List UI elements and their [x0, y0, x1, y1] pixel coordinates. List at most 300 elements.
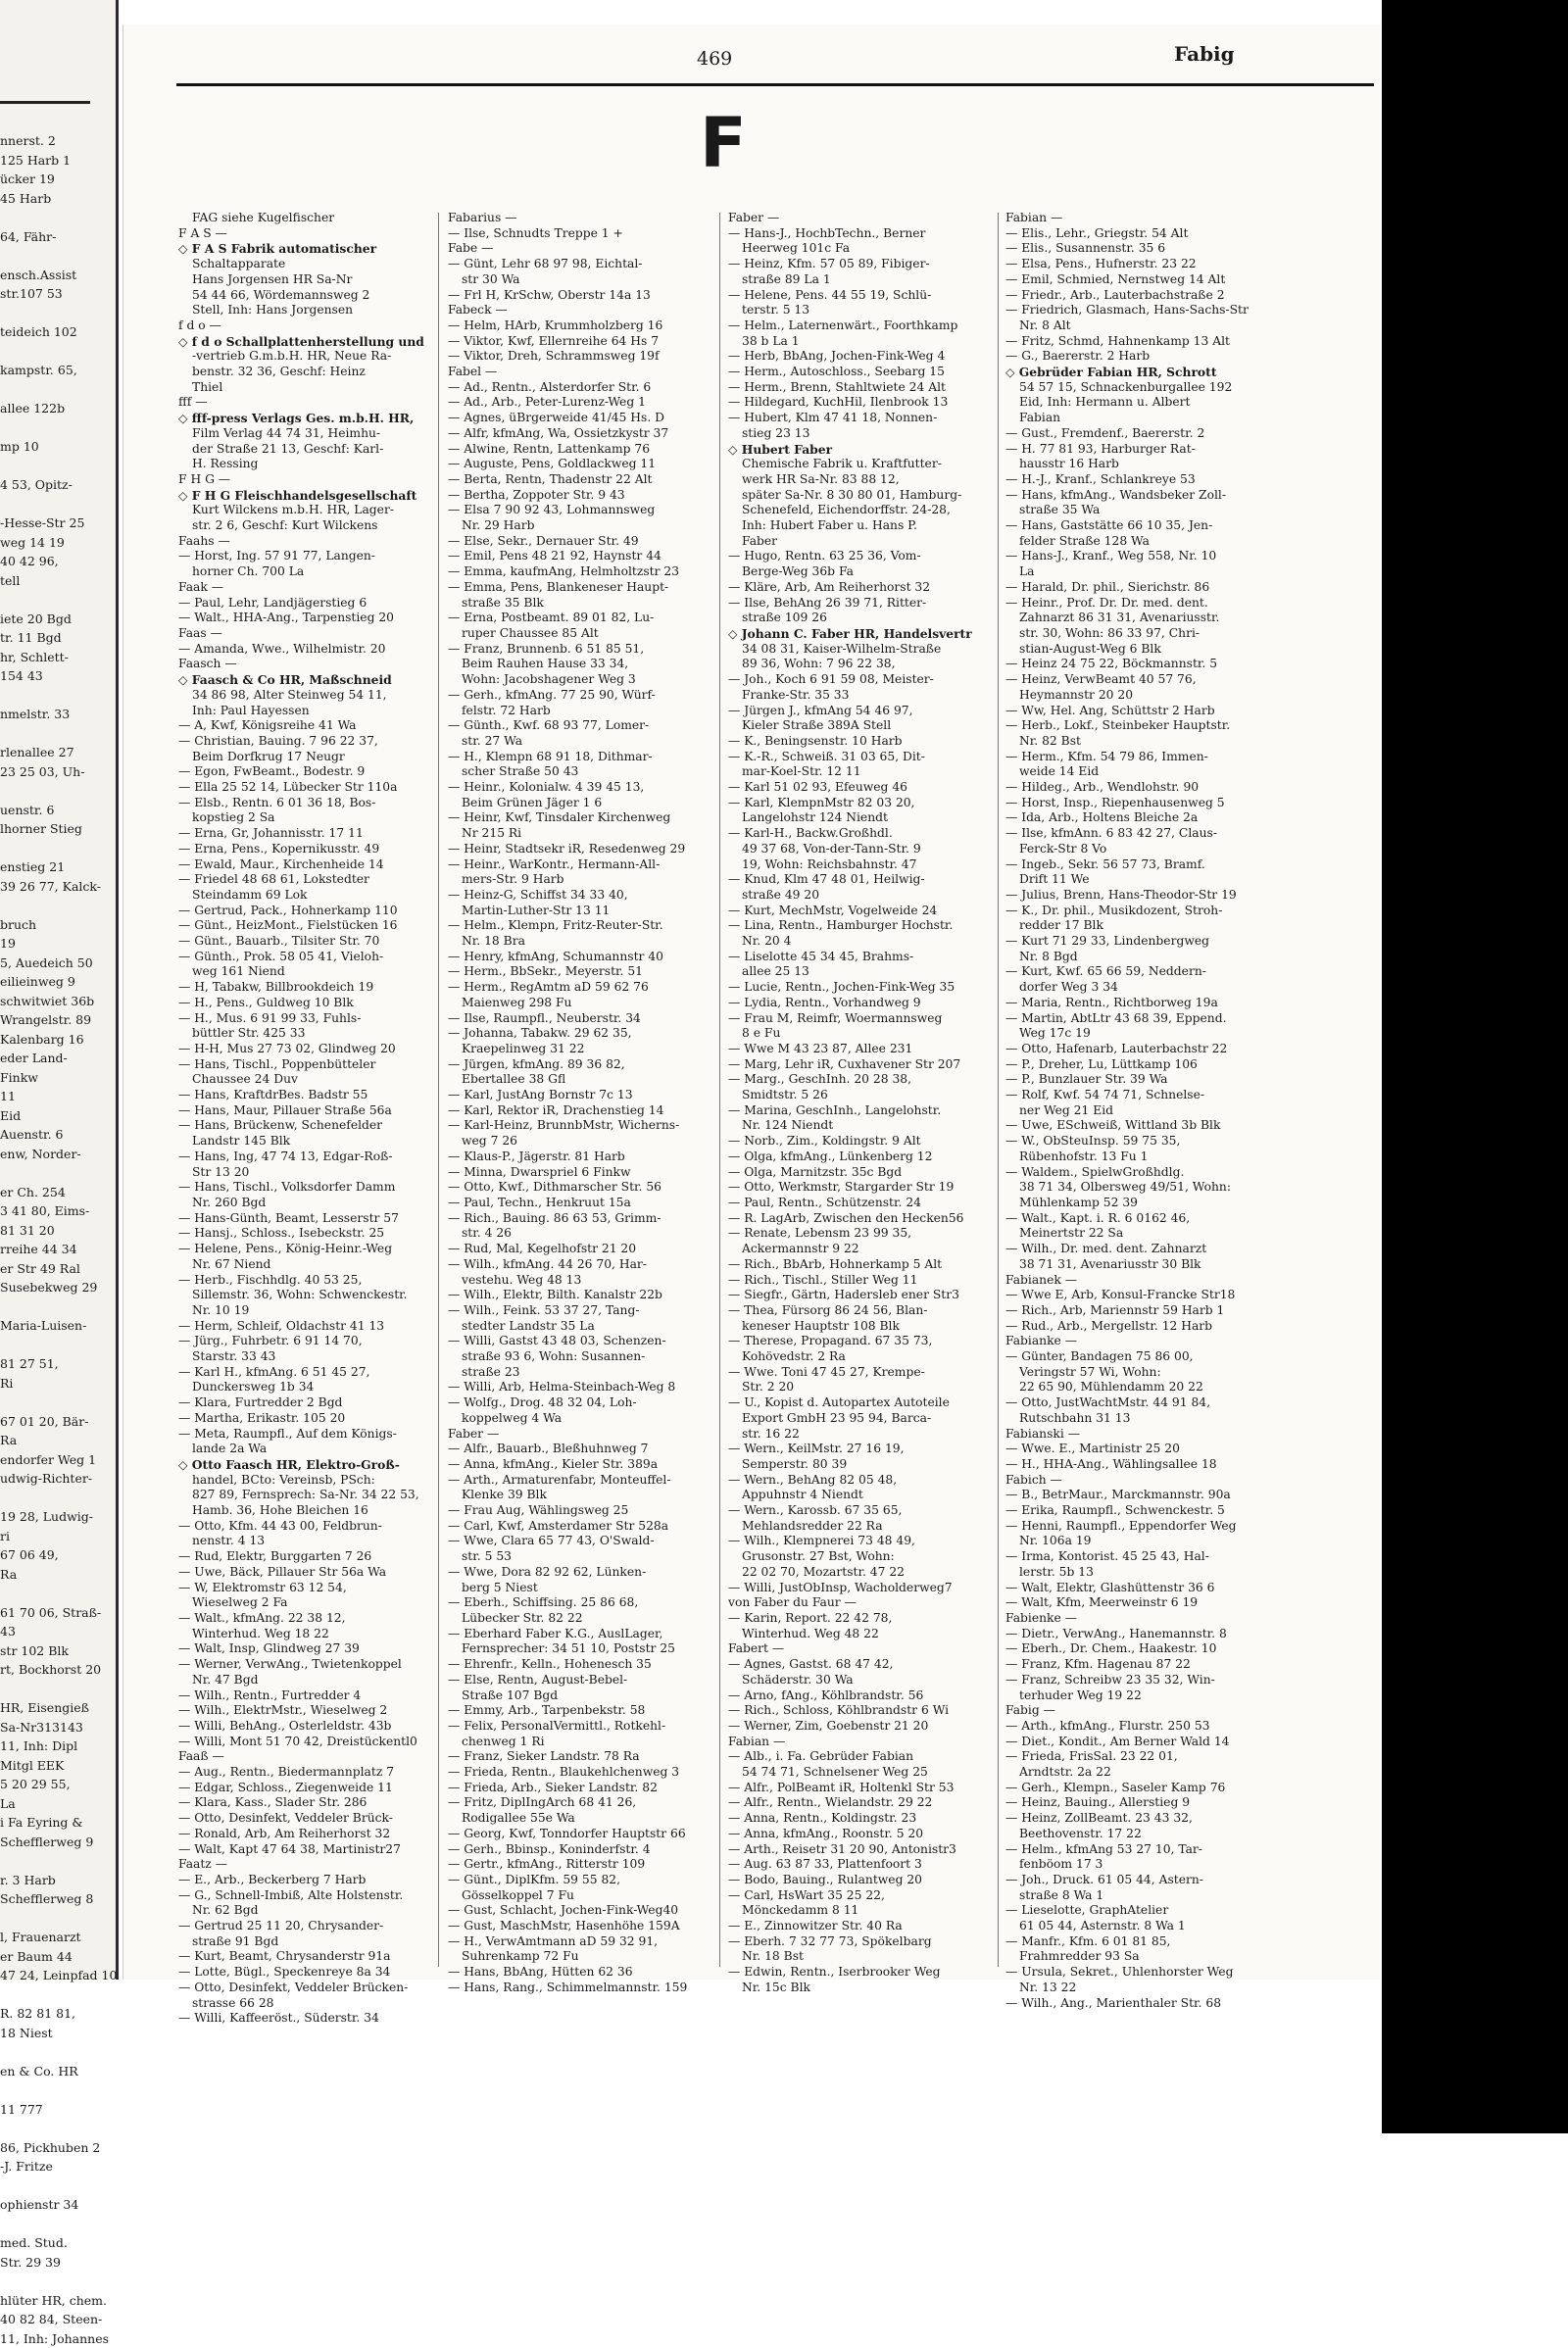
previous-page-line: bruch	[0, 915, 116, 935]
directory-entry: Beethovenstr. 17 22	[1005, 1827, 1249, 1842]
previous-page-line: 4 53, Opitz-	[0, 475, 116, 495]
previous-page-line: en & Co. HR	[0, 2062, 116, 2081]
directory-entry: Maienweg 298 Fu	[448, 996, 691, 1011]
directory-entry: 34 08 31, Kaiser-Wilhelm-Straße	[728, 642, 971, 658]
directory-entry: Berge-Weg 36b Fa	[728, 564, 971, 580]
previous-page-line: uenstr. 6	[0, 801, 116, 820]
directory-entry: — Klaus-P., Jägerstr. 81 Harb	[448, 1150, 691, 1165]
directory-entry: — Hans, Maur, Pillauer Straße 56a	[178, 1103, 421, 1119]
previous-page-line	[0, 342, 116, 362]
directory-entry: ◇ F A S Fabrik automatischer	[178, 241, 421, 257]
previous-page-line: 11, Inh: Johannes	[0, 2329, 116, 2348]
directory-entry: — Gertr., kfmAng., Ritterstr 109	[448, 1857, 691, 1873]
previous-page-line: 11, Inh: Dipl	[0, 1737, 116, 1756]
directory-entry: chenweg 1 Ri	[448, 1735, 691, 1750]
directory-entry: stian-August-Weg 6 Blk	[1005, 642, 1249, 658]
previous-page-line: Ri	[0, 1374, 116, 1394]
directory-entry: — Walt, Elektr, Glashüttenstr 36 6	[1005, 1581, 1249, 1596]
directory-entry: — Hans, Brückenw, Schenefelder	[178, 1118, 421, 1134]
directory-entry: — Herb., Fischhdlg. 40 53 25,	[178, 1273, 421, 1289]
directory-entry: — Lucie, Rentn., Jochen-Fink-Weg 35	[728, 980, 971, 996]
directory-entry: — Frieda, Rentn., Blaukehlchenweg 3	[448, 1765, 691, 1781]
previous-page-line: Auenstr. 6	[0, 1125, 116, 1145]
directory-entry: — Rich., Bauing. 86 63 53, Grimm-	[448, 1211, 691, 1227]
directory-entry: — Günter, Bandagen 75 86 00,	[1005, 1349, 1249, 1365]
directory-entry: — Walt, Kfm, Meerweinstr 6 19	[1005, 1595, 1249, 1611]
column-divider	[719, 213, 720, 1967]
previous-page-line: La	[0, 1794, 116, 1814]
directory-entry: Film Verlag 44 74 31, Heimhu-	[178, 426, 421, 442]
directory-entry: str 30 Wa	[448, 272, 691, 288]
previous-page-line: 81 31 20	[0, 1221, 116, 1241]
directory-entry: — Hildegard, KuchHil, Ilenbrook 13	[728, 395, 971, 411]
directory-entry: — A, Kwf, Königsreihe 41 Wa	[178, 718, 421, 734]
directory-entry: — Heinz, Bauing., Allerstieg 9	[1005, 1795, 1249, 1811]
directory-entry: Nr. 47 Bgd	[178, 1673, 421, 1688]
directory-entry: Winterhud. Weg 18 22	[178, 1627, 421, 1642]
directory-entry: Arndtstr. 2a 22	[1005, 1765, 1249, 1781]
directory-entry: — H, Tabakw, Billbrookdeich 19	[178, 980, 421, 996]
directory-entry: dorfer Weg 3 34	[1005, 980, 1249, 996]
directory-entry: — Willi, Mont 51 70 42, Dreistückentl0	[178, 1735, 421, 1750]
directory-entry: — Rud, Elektr, Burggarten 7 26	[178, 1549, 421, 1565]
directory-entry: — Emma, kaufmAng, Helmholtzstr 23	[448, 564, 691, 580]
directory-entry: — Otto, Desinfekt, Veddeler Brück-	[178, 1811, 421, 1827]
directory-entry: — Otto, Werkmstr, Stargarder Str 19	[728, 1180, 971, 1196]
previous-page-line: HR, Eisengieß	[0, 1698, 116, 1718]
previous-page-line: ri	[0, 1527, 116, 1546]
directory-entry: — Hugo, Rentn. 63 25 36, Vom-	[728, 549, 971, 564]
surname-heading: Fabe —	[448, 241, 691, 257]
directory-entry: — Emmy, Arb., Tarpenbekstr. 58	[448, 1703, 691, 1719]
directory-entry: str. 27 Wa	[448, 734, 691, 750]
directory-entry: Winterhud. Weg 48 22	[728, 1627, 971, 1642]
directory-entry: — Uwe, Bäck, Pillauer Str 56a Wa	[178, 1565, 421, 1581]
directory-entry: Mühlenkamp 52 39	[1005, 1196, 1249, 1211]
directory-entry: büttler Str. 425 33	[178, 1026, 421, 1042]
directory-entry: — Hans, Tischl., Poppenbütteler	[178, 1057, 421, 1073]
directory-entry: — Willi, JustObInsp, Wacholderweg7	[728, 1581, 971, 1596]
directory-entry: — Ursula, Sekret., Uhlenhorster Weg	[1005, 1965, 1249, 1981]
previous-page-line: med. Stud.	[0, 2233, 116, 2253]
directory-entry: — Ronald, Arb, Am Reiherhorst 32	[178, 1827, 421, 1842]
directory-entry: Stell, Inh: Hans Jorgensen	[178, 303, 421, 318]
directory-entry: — Gertrud 25 11 20, Chrysander-	[178, 1919, 421, 1934]
directory-entry: 22 65 90, Mühlendamm 20 22	[1005, 1380, 1249, 1395]
directory-entry: — Carl, Kwf, Amsterdamer Str 528a	[448, 1519, 691, 1535]
directory-entry: keneser Hauptstr 108 Blk	[728, 1319, 971, 1335]
directory-entry: 38 b La 1	[728, 334, 971, 350]
column-divider	[438, 213, 439, 1967]
directory-entry: — Heinz-G, Schiffst 34 33 40,	[448, 888, 691, 904]
directory-entry: — Horst, Insp., Riepenhausenweg 5	[1005, 796, 1249, 811]
directory-entry: fenböom 17 3	[1005, 1857, 1249, 1873]
previous-page-line: Ra	[0, 1565, 116, 1585]
directory-entry: — Carl, HsWart 35 25 22,	[728, 1888, 971, 1904]
previous-page-line: udwig-Richter-	[0, 1469, 116, 1489]
directory-entry: — Bodo, Bauing., Rulantweg 20	[728, 1873, 971, 1888]
directory-entry: — H. 77 81 93, Harburger Rat-	[1005, 442, 1249, 458]
directory-entry: — Maria, Rentn., Richtborweg 19a	[1005, 996, 1249, 1011]
previous-page-line: 19	[0, 934, 116, 954]
directory-entry: — Aug. 63 87 33, Plattenfoort 3	[728, 1857, 971, 1873]
directory-entry: — Hans, Gaststätte 66 10 35, Jen-	[1005, 518, 1249, 534]
directory-entry: — R. LagArb, Zwischen den Hecken56	[728, 1211, 971, 1227]
directory-entry: — Gerh., kfmAng. 77 25 90, Würf-	[448, 688, 691, 704]
directory-entry: -vertrieb G.m.b.H. HR, Neue Ra-	[178, 349, 421, 365]
directory-entry: Eid, Inh: Hermann u. Albert	[1005, 395, 1249, 411]
previous-page-line	[0, 1909, 116, 1929]
directory-entry: Nr. 18 Bra	[448, 934, 691, 950]
directory-entry: — Johanna, Tabakw. 29 62 35,	[448, 1026, 691, 1042]
directory-entry: Nr. 10 19	[178, 1303, 421, 1319]
directory-entry: — Erna, Postbeamt. 89 01 82, Lu-	[448, 611, 691, 626]
directory-entry: — Karl, Rektor iR, Drachenstieg 14	[448, 1103, 691, 1119]
directory-entry: Zahnarzt 86 31 31, Avenariusstr.	[1005, 611, 1249, 626]
surname-heading: Faasch —	[178, 657, 421, 672]
previous-page-line: weg 14 19	[0, 533, 116, 553]
directory-entry: — Egon, FwBeamt., Bodestr. 9	[178, 764, 421, 780]
directory-entry: — Kläre, Arb, Am Reiherhorst 32	[728, 580, 971, 596]
directory-entry: — Alfr., Rentn., Wielandstr. 29 22	[728, 1795, 971, 1811]
previous-page-line: 43	[0, 1622, 116, 1641]
previous-page-line: hr, Schlett-	[0, 648, 116, 667]
directory-entry: — Werner, Zim, Goebenstr 21 20	[728, 1719, 971, 1735]
directory-entry: — Rich., BbArb, Hohnerkamp 5 Alt	[728, 1257, 971, 1273]
surname-heading: Faas —	[178, 626, 421, 642]
directory-entry: — H., VerwAmtmann aD 59 32 91,	[448, 1934, 691, 1950]
directory-entry: — Lotte, Bügl., Speckenreye 8a 34	[178, 1965, 421, 1981]
directory-entry: — Arno, fAng., Köhlbrandstr. 56	[728, 1688, 971, 1704]
previous-page-line: mp 10	[0, 437, 116, 457]
directory-entry: — K., Beningsenstr. 10 Harb	[728, 734, 971, 750]
previous-page-edge	[0, 0, 119, 1980]
previous-page-line: i Fa Eyring &	[0, 1813, 116, 1833]
previous-page-line: enstieg 21	[0, 857, 116, 877]
directory-entry: Ebertallee 38 Gfl	[448, 1072, 691, 1088]
directory-entry: — Uwe, ESchweiß, Wittland 3b Blk	[1005, 1118, 1249, 1134]
previous-page-line	[0, 457, 116, 476]
directory-entry: Klenke 39 Blk	[448, 1488, 691, 1503]
previous-page-line: str.107 53	[0, 284, 116, 304]
directory-entry: — Arth., Armaturenfabr, Monteuffel-	[448, 1473, 691, 1489]
page-number: 469	[697, 48, 732, 70]
directory-entry: — Karl, JustAng Bornstr 7c 13	[448, 1088, 691, 1103]
directory-entry: Veringstr 57 Wi, Wohn:	[1005, 1365, 1249, 1381]
directory-entry: terhuder Weg 19 22	[1005, 1688, 1249, 1704]
directory-entry: str. 30, Wohn: 86 33 97, Chri-	[1005, 626, 1249, 642]
directory-entry: — W, Elektromstr 63 12 54,	[178, 1581, 421, 1596]
directory-entry: — Minna, Dwarspriel 6 Finkw	[448, 1165, 691, 1181]
directory-entry: — Lina, Rentn., Hamburger Hochstr.	[728, 918, 971, 934]
directory-entry: — Wern., BehAng 82 05 48,	[728, 1473, 971, 1489]
directory-entry: — Gust, MaschMstr, Hasenhöhe 159A	[448, 1919, 691, 1934]
directory-entry: — Liselotte 45 34 45, Brahms-	[728, 950, 971, 965]
directory-entry: — P., Bunzlauer Str. 39 Wa	[1005, 1072, 1249, 1088]
directory-entry: — Günt, Lehr 68 97 98, Eichtal-	[448, 257, 691, 272]
directory-entry: — Elsa 7 90 92 43, Lohmannsweg	[448, 503, 691, 518]
directory-entry: — Renate, Lebensm 23 99 35,	[728, 1226, 971, 1242]
directory-entry: — Walt., HHA-Ang., Tarpenstieg 20	[178, 611, 421, 626]
directory-entry: — Klara, Kass., Slader Str. 286	[178, 1795, 421, 1811]
directory-entry: — Martin, AbtLtr 43 68 39, Eppend.	[1005, 1011, 1249, 1027]
directory-entry: — Günt., Bauarb., Tilsiter Str. 70	[178, 934, 421, 950]
directory-entry: mers-Str. 9 Harb	[448, 872, 691, 888]
previous-page-line: 67 06 49,	[0, 1545, 116, 1565]
directory-entry: — Otto, Kfm. 44 43 00, Feldbrun-	[178, 1519, 421, 1535]
directory-entry: — Helm., Laternenwärt., Foorthkamp	[728, 318, 971, 334]
directory-entry: Nr. 260 Bgd	[178, 1196, 421, 1211]
directory-entry: Appuhnstr 4 Niendt	[728, 1488, 971, 1503]
directory-entry: — Wern., Karossb. 67 35 65,	[728, 1503, 971, 1519]
directory-entry: — Herm., Brenn, Stahltwiete 24 Alt	[728, 380, 971, 396]
directory-entry: felder Straße 128 Wa	[1005, 534, 1249, 550]
directory-entry: — Julius, Brenn, Hans-Theodor-Str 19	[1005, 888, 1249, 904]
surname-heading: von Faber du Faur —	[728, 1595, 971, 1611]
directory-entry: Nr. 106a 19	[1005, 1534, 1249, 1549]
directory-entry: — Ilse, Schnudts Treppe 1 +	[448, 226, 691, 242]
column-divider	[998, 213, 999, 1967]
directory-entry: — Karl H., kfmAng. 6 51 45 27,	[178, 1365, 421, 1381]
directory-entry: — Herb, BbAng, Jochen-Fink-Weg 4	[728, 349, 971, 365]
directory-entry: — Karl-H., Backw.Großhdl.	[728, 826, 971, 842]
directory-entry: — Marg., GeschInh. 20 28 38,	[728, 1072, 971, 1088]
directory-entry: Nr. 29 Harb	[448, 518, 691, 534]
directory-entry: Weg 17c 19	[1005, 1026, 1249, 1042]
directory-entry: — Herm., Kfm. 54 79 86, Immen-	[1005, 750, 1249, 765]
surname-heading: Fabian —	[728, 1735, 971, 1750]
directory-entry: — Gerh., Bbinsp., Koninderfstr. 4	[448, 1842, 691, 1858]
previous-page-line: 3 41 80, Eims-	[0, 1201, 116, 1221]
directory-entry: — Hildeg., Arb., Wendlohstr. 90	[1005, 780, 1249, 796]
directory-entry: — Emil, Pens 48 21 92, Haynstr 44	[448, 549, 691, 564]
directory-entry: — Karin, Report. 22 42 78,	[728, 1611, 971, 1627]
directory-entry: — Eberhard Faber K.G., AuslLager,	[448, 1627, 691, 1642]
directory-entry: — H., Pens., Guldweg 10 Blk	[178, 996, 421, 1011]
previous-page-line: nmelstr. 33	[0, 705, 116, 724]
directory-entry: Ackermannstr 9 22	[728, 1242, 971, 1257]
directory-entry: — E., Arb., Beckerberg 7 Harb	[178, 1873, 421, 1888]
previous-page-line	[0, 1680, 116, 1699]
directory-entry: — Wilh., Dr. med. dent. Zahnarzt	[1005, 1242, 1249, 1257]
directory-entry: kopstieg 2 Sa	[178, 810, 421, 826]
directory-entry: — Herm, Schleif, Oldachstr 41 13	[178, 1319, 421, 1335]
previous-page-line	[0, 1336, 116, 1355]
directory-entry: felstr. 72 Harb	[448, 704, 691, 719]
directory-entry: — Karl, KlempnMstr 82 03 20,	[728, 796, 971, 811]
surname-heading: f d o —	[178, 318, 421, 334]
directory-entry: — Rich., Tischl., Stiller Weg 11	[728, 1273, 971, 1289]
directory-entry: — Helm., Klempn, Fritz-Reuter-Str.	[448, 918, 691, 934]
surname-heading: Faber —	[448, 1427, 691, 1443]
directory-entry: — Günth., Kwf. 68 93 77, Lomer-	[448, 718, 691, 734]
directory-entry: — Friedr., Arb., Lauterbachstraße 2	[1005, 288, 1249, 304]
previous-page-line: 40 42 96,	[0, 552, 116, 571]
directory-entry: hausstr 16 Harb	[1005, 457, 1249, 472]
directory-entry: vestehu. Weg 48 13	[448, 1273, 691, 1289]
directory-entry: — Joh., Druck. 61 05 44, Astern-	[1005, 1873, 1249, 1888]
surname-heading: Faahs —	[178, 534, 421, 550]
previous-page-line: R. 82 81 81,	[0, 2004, 116, 2024]
directory-entry: — Franz, Sieker Landstr. 78 Ra	[448, 1749, 691, 1765]
directory-entry: werk HR Sa-Nr. 83 88 12,	[728, 472, 971, 488]
previous-page-line: nnerst. 2	[0, 131, 116, 151]
directory-entry: — Erika, Raumpfl., Schwenckestr. 5	[1005, 1503, 1249, 1519]
directory-entry: — Gust., Fremdenf., Baererstr. 2	[1005, 426, 1249, 442]
section-letter: F	[700, 109, 747, 177]
directory-entry: — Waldem., SpielwGroßhdlg.	[1005, 1165, 1249, 1181]
directory-entry: strasse 66 28	[178, 1996, 421, 2012]
directory-entry: — Heinz, VerwBeamt 40 57 76,	[1005, 672, 1249, 688]
directory-entry: — Siegfr., Gärtn, Hadersleb ener Str3	[728, 1288, 971, 1303]
directory-entry: — Wilh., Rentn., Furtredder 4	[178, 1688, 421, 1704]
directory-entry: — Ad., Arb., Peter-Lurenz-Weg 1	[448, 395, 691, 411]
directory-entry: — Christian, Bauing. 7 96 22 37,	[178, 734, 421, 750]
surname-heading: Fabeck —	[448, 303, 691, 318]
directory-entry: — Kurt, Beamt, Chrysanderstr 91a	[178, 1949, 421, 1965]
directory-entry: — Joh., Koch 6 91 59 08, Meister-	[728, 672, 971, 688]
directory-entry: — Diet., Kondit., Am Berner Wald 14	[1005, 1735, 1249, 1750]
previous-page-line: schwitwiet 36b	[0, 992, 116, 1011]
surname-heading: Fabianek —	[1005, 1273, 1249, 1289]
directory-entry: — Rich., Arb, Mariennstr 59 Harb 1	[1005, 1303, 1249, 1319]
directory-entry: str. 2 6, Geschf: Kurt Wilckens	[178, 518, 421, 534]
directory-entry: Nr. 20 4	[728, 934, 971, 950]
directory-entry: — Kurt, Kwf. 65 66 59, Neddern-	[1005, 964, 1249, 980]
previous-page-line: Finkw	[0, 1068, 116, 1088]
previous-page-line: -Hesse-Str 25	[0, 514, 116, 533]
directory-entry: — Ehrenfr., Kelln., Hohenesch 35	[448, 1657, 691, 1673]
previous-page-line: tell	[0, 571, 116, 591]
directory-entry: — Rud., Arb., Mergellstr. 12 Harb	[1005, 1319, 1249, 1335]
directory-entry: — Paul, Rentn., Schützenstr. 24	[728, 1196, 971, 1211]
directory-entry: — Wolfg., Drog. 48 32 04, Loh-	[448, 1395, 691, 1411]
directory-entry: — Henni, Raumpfl., Eppendorfer Weg	[1005, 1519, 1249, 1535]
directory-entry: — Ilse, BehAng 26 39 71, Ritter-	[728, 596, 971, 611]
directory-entry: straße 35 Blk	[448, 596, 691, 611]
previous-page-line	[0, 1393, 116, 1412]
surname-heading: Faber —	[728, 211, 971, 226]
directory-entry: — H.-J., Kranf., Schlankreye 53	[1005, 472, 1249, 488]
directory-entry: Str 13 20	[178, 1165, 421, 1181]
surname-heading: Fabian —	[1005, 211, 1249, 226]
directory-entry: Chaussee 24 Duv	[178, 1072, 421, 1088]
directory-entry: Nr. 15c Blk	[728, 1981, 971, 1996]
previous-page-line	[0, 2215, 116, 2234]
directory-entry: Nr 215 Ri	[448, 826, 691, 842]
directory-entry: — Arth., kfmAng., Flurstr. 250 53	[1005, 1719, 1249, 1735]
directory-entry: 38 71 34, Olbersweg 49/51, Wohn:	[1005, 1180, 1249, 1196]
surname-heading: fff —	[178, 395, 421, 411]
directory-entry: — Klara, Furtredder 2 Bgd	[178, 1395, 421, 1411]
previous-page-line: 11	[0, 1087, 116, 1106]
directory-entry: — Otto, JustWachtMstr. 44 91 84,	[1005, 1395, 1249, 1411]
directory-entry: — Alwine, Rentn, Lattenkamp 76	[448, 442, 691, 458]
directory-entry: Frahmredder 93 Sa	[1005, 1949, 1249, 1965]
directory-entry: — Herb., Lokf., Steinbeker Hauptstr.	[1005, 718, 1249, 734]
column-4	[1005, 211, 1249, 2011]
directory-entry: — Thea, Fürsorg 86 24 56, Blan-	[728, 1303, 971, 1319]
directory-entry: Rutschbahn 31 13	[1005, 1411, 1249, 1427]
previous-page-line: ensch.Assist	[0, 266, 116, 285]
directory-entry: — Heinz 24 75 22, Böckmannstr. 5	[1005, 657, 1249, 672]
directory-entry: — Hans, Rang., Schimmelmannstr. 159	[448, 1981, 691, 1996]
directory-entry: — Wwe. E., Martinistr 25 20	[1005, 1442, 1249, 1457]
previous-page-line	[0, 724, 116, 744]
directory-entry: — Frau Aug, Wählingsweg 25	[448, 1503, 691, 1519]
directory-entry: 34 86 98, Alter Steinweg 54 11,	[178, 688, 421, 704]
directory-entry: Nr. 82 Bst	[1005, 734, 1249, 750]
previous-page-line: Kalenbarg 16	[0, 1030, 116, 1050]
directory-entry: Meinertstr 22 Sa	[1005, 1226, 1249, 1242]
directory-entry: 49 37 68, Von-der-Tann-Str. 9	[728, 842, 971, 857]
directory-entry: — Manfr., Kfm. 6 01 81 85,	[1005, 1934, 1249, 1950]
directory-entry: Gösselkoppel 7 Fu	[448, 1888, 691, 1904]
directory-entry: — Walt., kfmAng. 22 38 12,	[178, 1611, 421, 1627]
surname-heading: F A S —	[178, 226, 421, 242]
directory-entry: — Georg, Kwf, Tonndorfer Hauptstr 66	[448, 1827, 691, 1842]
directory-entry: — Herm., RegAmtm aD 59 62 76	[448, 980, 691, 996]
directory-entry: — Alfr., Bauarb., Bleßhuhnweg 7	[448, 1442, 691, 1457]
directory-entry: — Alfr, kfmAng, Wa, Ossietzkystr 37	[448, 426, 691, 442]
directory-entry: Thiel	[178, 380, 421, 396]
previous-page-line	[0, 208, 116, 227]
directory-entry: str. 5 53	[448, 1549, 691, 1565]
directory-entry: — Wern., KeilMstr. 27 16 19,	[728, 1442, 971, 1457]
directory-entry: Fabian	[1005, 411, 1249, 426]
previous-page-line	[0, 781, 116, 801]
directory-entry: Semperstr. 80 39	[728, 1457, 971, 1473]
previous-page-line	[0, 246, 116, 266]
directory-entry: Lübecker Str. 82 22	[448, 1611, 691, 1627]
previous-page-line: Maria-Luisen-	[0, 1316, 116, 1336]
directory-entry: scher Straße 50 43	[448, 764, 691, 780]
directory-entry: Inh: Paul Hayessen	[178, 704, 421, 719]
directory-entry: Chemische Fabrik u. Kraftfutter-	[728, 457, 971, 472]
directory-entry: — Ella 25 52 14, Lübecker Str 110a	[178, 780, 421, 796]
directory-entry: 54 74 71, Schnelsener Weg 25	[728, 1765, 971, 1781]
directory-entry: — Eberh. 7 32 77 73, Spökelbarg	[728, 1934, 971, 1950]
previous-page-line	[0, 590, 116, 610]
directory-entry: — Helene, Pens. 44 55 19, Schlü-	[728, 288, 971, 304]
directory-entry: — Olga, Marnitzstr. 35c Bgd	[728, 1165, 971, 1181]
directory-entry: — Hansj., Schloss., Isebeckstr. 25	[178, 1226, 421, 1242]
directory-entry: — Eberh., Dr. Chem., Haakestr. 10	[1005, 1641, 1249, 1657]
previous-page-line: eder Land-	[0, 1049, 116, 1068]
previous-page-line	[0, 418, 116, 438]
directory-entry: — G., Schnell-Imbiß, Alte Holstenstr.	[178, 1888, 421, 1904]
directory-entry: — Jürgen J., kfmAng 54 46 97,	[728, 704, 971, 719]
directory-entry: — Elsa, Pens., Hufnerstr. 23 22	[1005, 257, 1249, 272]
previous-page-line	[0, 380, 116, 400]
previous-page-line: Schefflerweg 9	[0, 1833, 116, 1852]
directory-entry: straße 35 Wa	[1005, 503, 1249, 518]
surname-heading: Faak —	[178, 580, 421, 596]
previous-page-line: kampstr. 65,	[0, 361, 116, 380]
directory-entry: — W., ObSteuInsp. 59 75 35,	[1005, 1134, 1249, 1150]
previous-page-line	[0, 1163, 116, 1183]
directory-entry: — Ww, Hel. Ang, Schüttstr 2 Harb	[1005, 704, 1249, 719]
directory-entry: Nr. 67 Niend	[178, 1257, 421, 1273]
directory-entry: — Helm., kfmAng 53 27 10, Tar-	[1005, 1842, 1249, 1858]
directory-entry: — Hans, BbAng, Hütten 62 36	[448, 1965, 691, 1981]
directory-entry: — Friedrich, Glasmach, Hans-Sachs-Str	[1005, 303, 1249, 318]
previous-page-line: 23 25 03, Uh-	[0, 762, 116, 782]
directory-entry: Fernsprecher: 34 51 10, Poststr 25	[448, 1641, 691, 1657]
directory-entry: Schenefeld, Eichendorffstr. 24-28,	[728, 503, 971, 518]
directory-entry: — Martha, Erikastr. 105 20	[178, 1411, 421, 1427]
directory-entry: lande 2a Wa	[178, 1442, 421, 1457]
